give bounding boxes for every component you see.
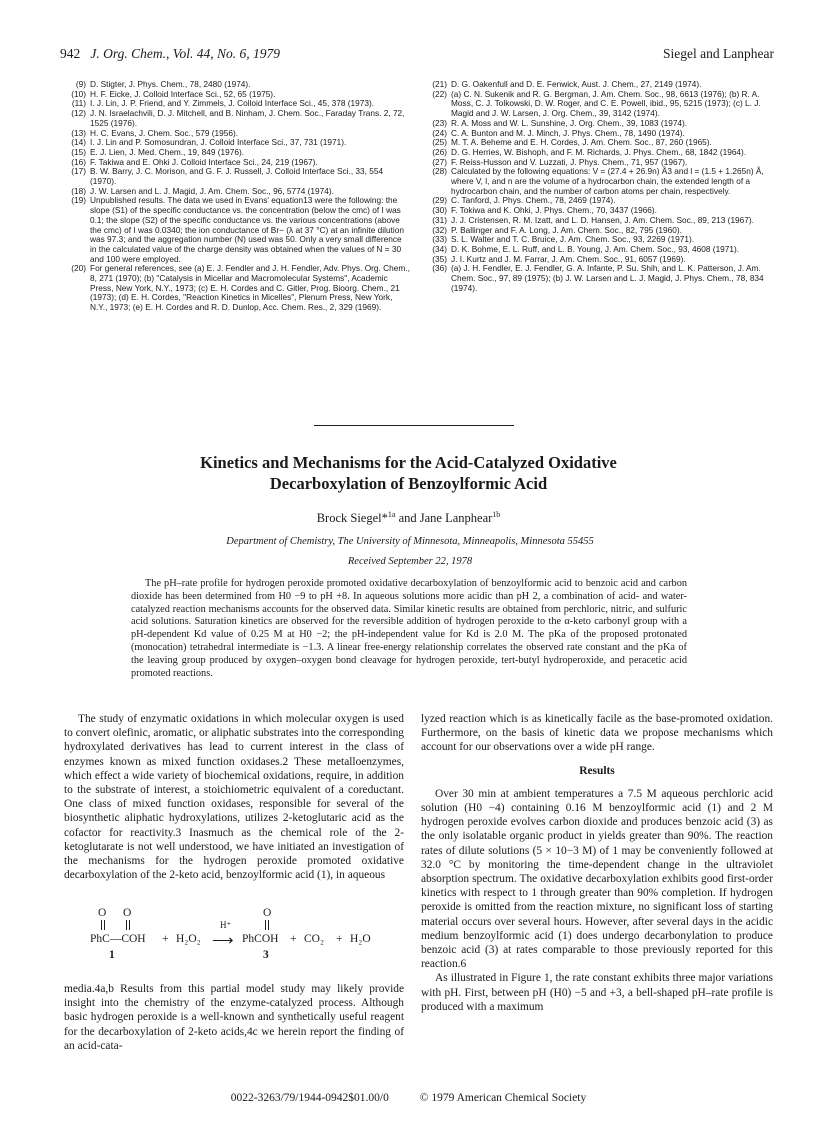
reference-number: (27) <box>432 156 447 167</box>
title-line-1: Kinetics and Mechanisms for the Acid-Catalyzed Oxidative <box>200 453 617 472</box>
reference-text: (a) J. H. Fendler, E. J. Fendler, G. A. Infante, P. Su. Shih, and L. K. Patterson, J. Am. Chem. Soc., 97, 89 (1975); (b) J. W. Larsen and L. J. Magid, J. Phys. Chem., 78, 834 (1974). <box>451 263 764 293</box>
reference-number: (23) <box>432 117 447 128</box>
reference-number: (18) <box>71 185 86 196</box>
reference-text: J. J. Cristensen, R. M. Izatt, and L. D. Hansen, J. Am. Chem. Soc., 89, 213 (1967). <box>451 214 754 225</box>
water: H₂O <box>350 933 371 945</box>
double-bond-2b <box>129 920 130 930</box>
carbon-dioxide: CO₂ <box>304 933 324 945</box>
hydrogen-peroxide: H₂O₂ <box>176 933 201 945</box>
reference-text: D. G. Herries, W. Bishoph, and F. M. Richards, J. Phys. Chem., 68, 1842 (1964). <box>451 146 747 157</box>
oxygen-atom-1: O <box>98 907 107 919</box>
reaction-scheme <box>90 907 390 977</box>
oxygen-atom-3: O <box>263 907 272 919</box>
reference-number: (21) <box>432 79 447 89</box>
compound-label-1: 1 <box>109 949 115 961</box>
reference-text: B. W. Barry, J. C. Morison, and G. F. J. Russell, J. Colloid Interface Sci., 33, 554 (1970). <box>90 166 384 187</box>
authors <box>100 510 717 526</box>
reference-text: I. J. Lin and P. Somosundran, J. Colloid Interface Sci., 37, 731 (1971). <box>90 137 347 148</box>
reference-text: F. Reiss-Husson and V. Luzzati, J. Phys. Chem., 71, 957 (1967). <box>451 156 688 167</box>
plus-sign-2: + <box>290 933 297 945</box>
reference-number: (34) <box>432 243 447 254</box>
reference-text: E. J. Lien, J. Med. Chem., 19, 849 (1976). <box>90 146 245 157</box>
catalyst-proton: H⁺ <box>220 920 232 930</box>
references-left-column <box>66 80 410 313</box>
reference-entry <box>66 264 410 313</box>
journal-citation: J. Org. Chem., Vol. 44, No. 6, 1979 <box>90 46 280 61</box>
reference-number: (20) <box>71 263 86 274</box>
results-heading: Results <box>579 764 615 777</box>
reference-number: (13) <box>71 127 86 138</box>
received-date: Received September 22, 1978 <box>347 556 473 567</box>
author-2-affil-mark: 1b <box>492 510 501 519</box>
reference-entry <box>427 167 777 196</box>
reference-number: (19) <box>71 195 86 206</box>
reference-text: (a) C. N. Sukenik and R. G. Bergman, J. Am. Chem. Soc., 98, 6613 (1976); (b) R. A. Moss, C. J. Tolkowski, D. W. Roger, and C. E. Powell, ibid., 95, 5215 (1973); (c) L. J. Magid and J. W. Larsen, J. Org. Chem., 39, 3142 (1974). <box>451 88 761 119</box>
reference-text: F. Tokiwa and K. Ohki, J. Phys. Chem., 70, 3437 (1966). <box>451 205 657 216</box>
page-number-and-journal <box>60 46 280 62</box>
reference-number: (26) <box>432 146 447 157</box>
compound-label-3: 3 <box>263 949 269 961</box>
reference-number: (15) <box>71 146 86 157</box>
author-2: Jane Lanphear <box>419 511 493 526</box>
plus-sign-3: + <box>336 933 343 945</box>
reference-number: (32) <box>432 224 447 235</box>
reference-number: (16) <box>71 156 86 167</box>
reference-number: (24) <box>432 127 447 138</box>
reference-entry <box>427 264 777 293</box>
reference-number: (22) <box>432 88 447 99</box>
intro-paragraph-continued: media.4a,b Results from this partial model study may likely provide insight into the chemistry of the enzyme-catalyzed process. Although basic hydrogen peroxide is a well-known and synthetically useful reagent for the decarboxylation of 2-keto acids,4c we herein report the finding of an acid-cata- <box>64 983 404 1052</box>
affiliation: Department of Chemistry, The University of Minnesota, Minneapolis, Minnesota 55455 <box>226 536 594 547</box>
reference-number: (25) <box>432 137 447 148</box>
section-divider <box>314 425 514 426</box>
page-number: 942 <box>60 46 81 61</box>
reference-number: (9) <box>75 79 86 89</box>
intro-paragraph: The study of enzymatic oxidations in which molecular oxygen is used to convert olefinic, aromatic, or aliphatic substrates into the corresponding hydroxylated derivatives has lead to current interest in the class of enzymes known as mixed function oxidases.2 These metalloenzymes, which effect a wide variety of biochemical oxidations, require, in addition to the substrate of interest, a stoichiometric equivalent of a coreductant. One class of mixed function oxidases, responsible for several of the biosynthetic aliphatic hydroxylations, utilizes 2-ketoglutaric acid as the cofactor for reactivity.3 Inasmuch as the chemical role of the 2-ketoglutarate is not well understood, we have initiated an investigation of the mechanisms for the hydrogen peroxide promoted oxidative decarboxylation of the 2-keto acid, benzoylformic acid (1), in aqueous <box>64 713 404 882</box>
plus-sign-1: + <box>162 933 169 945</box>
author-1-affil-mark: 1a <box>387 510 396 519</box>
reference-number: (35) <box>432 253 447 264</box>
double-bond-3a <box>265 920 266 930</box>
reference-number: (30) <box>432 205 447 216</box>
reference-text: H. C. Evans, J. Chem. Soc., 579 (1956). <box>90 127 239 138</box>
author-conjunction: and <box>395 511 420 526</box>
article-code: 0022-3263/79/1944-0942$01.00/0 <box>230 1092 389 1104</box>
reference-number: (28) <box>432 166 447 177</box>
page-header <box>60 46 774 64</box>
reference-number: (10) <box>71 88 86 99</box>
body-left-continuation <box>64 982 404 1053</box>
double-bond-2a <box>126 920 127 930</box>
reference-text: D. G. Oakenfull and D. E. Fenwick, Aust. J. Chem., 27, 2149 (1974). <box>451 79 702 89</box>
reference-text: R. A. Moss and W. L. Sunshine, J. Org. Chem., 39, 1083 (1974). <box>451 117 688 128</box>
title-line-2: Decarboxylation of Benzoylformic Acid <box>269 474 548 493</box>
reference-number: (29) <box>432 195 447 206</box>
reference-text: S. L. Walter and T. C. Bruice, J. Am. Chem. Soc., 93, 2269 (1971). <box>451 234 695 245</box>
body-right-column <box>421 712 773 1014</box>
reference-text: F. Takiwa and E. Ohki J. Colloid Interface Sci., 24, 219 (1967). <box>90 156 318 167</box>
reference-text: P. Ballinger and F. A. Long, J. Am. Chem. Soc., 82, 795 (1960). <box>451 224 682 235</box>
reference-text: C. A. Bunton and M. J. Minch, J. Phys. Chem., 78, 1490 (1974). <box>451 127 685 138</box>
reference-text: D. Stigter, J. Phys. Chem., 78, 2480 (1974). <box>90 79 251 89</box>
copyright-notice: © 1979 American Chemical Society <box>419 1092 587 1104</box>
references-right-column <box>427 80 777 293</box>
running-authors: Siegel and Lanphear <box>663 46 774 61</box>
product-benzoic-acid: PhCOH <box>242 933 279 945</box>
reference-number: (11) <box>71 98 86 109</box>
results-paragraph-2: As illustrated in Figure 1, the rate constant exhibits three major variations with pH. First, between pH (H0) −5 and +3, a bell-shaped pH–rate profile is produced with a maximum <box>421 972 773 1013</box>
double-bond-1b <box>104 920 105 930</box>
author-1: Brock Siegel* <box>316 511 388 526</box>
reference-number: (14) <box>71 137 86 148</box>
reference-entry <box>66 167 410 186</box>
oxygen-atom-2: O <box>123 907 132 919</box>
results-paragraph-1: Over 30 min at ambient temperatures a 7.5 M aqueous perchloric acid solution (H0 −4) containing 0.16 M benzoylformic acid (1) and 2 M hydrogen peroxide evolves carbon dioxide and produces benzoic acid (3) as the only isolatable organic product in yields greater than 90%. The reaction rates of dilute solutions (5 × 10−3 M) of 1 may be conveniently followed at 32.0 °C by monitoring the time-dependent change in the ultraviolet absorption spectrum. The oxidative decarboxylation exhibits good first-order kinetics with respect to 1 through greater than 90% completion. If hydrogen peroxide is omitted from the reaction mixture, no significant loss of starting material occurs over several hours. However, after several days in the acidic medium benzoylformic acid (1) does undergo decarbonylation to produce benzoic acid (3) at rates comparable to those previously reported for this reaction.6 <box>421 787 773 971</box>
right-paragraph-1: lyzed reaction which is as kinetically facile as the base-promoted oxidation. Furthermore, on the basis of kinetic data we propose mechanisms which account for our observations over a wide pH range. <box>421 713 773 754</box>
reference-number: (33) <box>432 234 447 245</box>
double-bond-1a <box>101 920 102 930</box>
reference-number: (12) <box>71 108 86 119</box>
reference-entry <box>66 109 410 128</box>
reference-number: (17) <box>71 166 86 177</box>
reference-text: J. W. Larsen and L. J. Magid, J. Am. Chem. Soc., 96, 5774 (1974). <box>90 185 334 196</box>
reference-text: J. I. Kurtz and J. M. Farrar, J. Am. Chem. Soc., 91, 6057 (1969). <box>451 253 686 264</box>
reference-text: For general references, see (a) E. J. Fendler and J. H. Fendler, Adv. Phys. Org. Chem., 8, 271 (1970); (b) "Catalysis in Micellar and Macromolecular Systems", Academic Press, New York, N.Y., 1973; (c) E. H. Cordes and C. Gitler, Prog. Bioorg. Chem., 21 (1973); (d) E. H. Cordes, "Reaction Kinetics in Micelles", Plenum Press, New York, N.Y., 1973; (e) E. H. Cordes and R. D. Dunlop, Acc. Chem. Res., 2, 329 (1969). <box>90 263 410 313</box>
body-left-column <box>64 712 404 882</box>
reference-entry <box>427 90 777 119</box>
reference-entry <box>66 196 410 264</box>
double-bond-3b <box>268 920 269 930</box>
article-title <box>100 452 717 494</box>
reference-text: J. N. Israelachvili, D. J. Mitchell, and B. Ninham, J. Chem. Soc., Faraday Trans. 2, 72, 1525 (1976). <box>90 108 405 128</box>
reference-text: M. T. A. Beheme and E. H. Cordes, J. Am. Chem. Soc., 87, 260 (1965). <box>451 137 712 148</box>
page-footer <box>100 1092 717 1104</box>
reactant-benzoylformic-acid: PhC—COH <box>90 933 146 945</box>
reaction-arrow: ⟶ <box>212 933 234 949</box>
reference-number: (36) <box>432 263 447 274</box>
reference-text: Unpublished results. The data we used in Evans' equation13 were the following: the slope (S1) of the specific conductance vs. the concentration (below the cmc) of I was 0.1; the slope (S2) of the specific conductance vs. the various concentrations (above the cmc) of I was 0.0340; the ion conductance of Br− (λ at 37 °C) at an infinite dilution was 97.3; and the aggregation number (N) used was 50. Only a very small difference in the calculated value of the charge density was obtained when the values of N = 30 and 100 were employed. <box>90 195 404 264</box>
reference-text: Calculated by the following equations: V = (27.4 + 26.9n) Å3 and l = (1.5 + 1.265n) Å, where V, l, and n are the volume of a hydrocarbon chain, the extended length of a hydrocarbon chain, and the number of carbon atoms per chain, respectively. <box>451 166 764 196</box>
reference-text: I. J. Lin, J. P. Friend, and Y. Zimmels, J. Colloid Interface Sci., 45, 378 (1973). <box>90 98 375 109</box>
reference-number: (31) <box>432 214 447 225</box>
reference-text: C. Tanford, J. Phys. Chem., 78, 2469 (1974). <box>451 195 616 206</box>
abstract: The pH–rate profile for hydrogen peroxide promoted oxidative decarboxylation of benzoylformic acid to benzoic acid and carbon dioxide has been determined from H0 −9 to pH +8. In aqueous solutions more acidic than pH 2, a combination of acid- and water-catalyzed reaction mechanisms accounts for the observed data. Similar kinetic results are obtained from perchloric, nitric, and sulfuric acid solutions. Saturation kinetics are observed for the reversible addition of hydrogen peroxide to the α-keto carbonyl group with a pH-dependent Kd value of 0.25 M at H0 −2; the pH-independent value for Kd is 2.0 M. The pKa of the proposed protonated (monocation) tetrahedral intermediate is −1.3. A linear free-energy relationship correlates the observed rate constant and the pKa of the leaving group produced by oxygen–oxygen bond cleavage for hydrogen peroxide, tert-butyl hydroperoxide, and peracetic acid promoted reactions. <box>131 578 687 679</box>
reference-text: H. F. Eicke, J. Colloid Interface Sci., 52, 65 (1975). <box>90 88 276 99</box>
reference-text: D. K. Bohme, E. L. Ruff, and L. B. Young, J. Am. Chem. Soc., 93, 4608 (1971). <box>451 243 740 254</box>
